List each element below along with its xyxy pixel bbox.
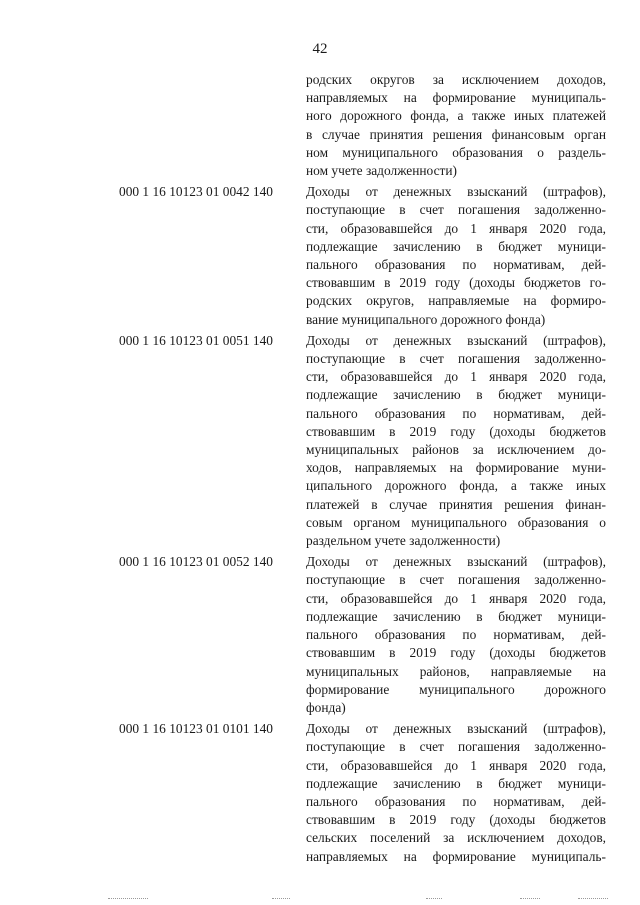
- text-line: поступающие в счет погашения задолженно-: [306, 202, 606, 218]
- text-line: муниципальных районов, направляемые на: [306, 663, 606, 679]
- text-line: подлежащие зачислению в бюджет муници-: [306, 608, 606, 624]
- row-description: [306, 553, 606, 717]
- text-line: родских округов, направляемые на формиро-: [306, 293, 606, 309]
- text-line: ного дорожного фонда, а также иных платежей: [306, 108, 606, 124]
- text-line: Доходы от денежных взысканий (штрафов),: [306, 332, 606, 348]
- text-line: поступающие в счет погашения задолженно-: [306, 572, 606, 588]
- text-line: Доходы от денежных взысканий (штрафов),: [306, 554, 606, 570]
- text-line: фонда): [306, 699, 346, 715]
- text-line: формирование муниципального дорожного: [306, 681, 606, 697]
- table-row: [0, 720, 640, 866]
- text-line: пального образования по нормативам, дей-: [306, 627, 606, 643]
- table-row: [0, 332, 640, 550]
- budget-code: 000 1 16 10123 01 0051 140: [119, 332, 273, 348]
- text-line: вание муниципального дорожного фонда): [306, 311, 546, 327]
- row-description: [306, 183, 606, 329]
- text-line: сти, образовавшейся до 1 января 2020 года,: [306, 757, 606, 773]
- text-line: направляемых на формирование муниципаль-: [306, 848, 606, 864]
- text-line: пального образования по нормативам, дей-: [306, 257, 606, 273]
- text-line: подлежащие зачислению в бюджет муници-: [306, 238, 606, 254]
- text-line: подлежащие зачислению в бюджет муници-: [306, 775, 606, 791]
- text-line: ствовавшим в 2019 году (доходы бюджетов: [306, 645, 606, 661]
- text-line: ходов, направляемых на формирование муни-: [306, 460, 606, 476]
- text-line: раздельном учете задолженности): [306, 533, 501, 549]
- text-line: ципального дорожного фонда, а также иных: [306, 478, 606, 494]
- text-line: сти, образовавшейся до 1 января 2020 года,: [306, 590, 606, 606]
- text-line: пального образования по нормативам, дей-: [306, 405, 606, 421]
- text-line: сти, образовавшейся до 1 января 2020 года,: [306, 220, 606, 236]
- continuation-block: [0, 71, 640, 180]
- text-line: пального образования по нормативам, дей-: [306, 793, 606, 809]
- scan-footer-marks: [0, 895, 640, 899]
- row-description: [306, 720, 606, 866]
- text-line: ном муниципального образования о раздель-: [306, 144, 606, 160]
- budget-code: 000 1 16 10123 01 0042 140: [119, 184, 273, 200]
- page-number: 42: [312, 41, 328, 57]
- text-line: поступающие в счет погашения задолженно-: [306, 351, 606, 367]
- text-line: поступающие в счет погашения задолженно-: [306, 739, 606, 755]
- text-line: ствовавшим в 2019 году (доходы бюджетов: [306, 423, 606, 439]
- text-line: Доходы от денежных взысканий (штрафов),: [306, 184, 606, 200]
- text-line: сельских поселений за исключением доходов,: [306, 830, 606, 846]
- table-row: [0, 553, 640, 717]
- text-line: ном учете задолженности): [306, 163, 457, 179]
- continuation-text: [306, 71, 606, 180]
- row-description: [306, 332, 606, 550]
- text-line: муниципальных районов за исключением до-: [306, 442, 606, 458]
- text-line: в случае принятия решения финансовым орган: [306, 126, 606, 142]
- document-body: [0, 71, 640, 869]
- text-line: родских округов за исключением доходов,: [306, 72, 606, 87]
- budget-code: 000 1 16 10123 01 0052 140: [119, 554, 273, 570]
- text-line: ствовавшим в 2019 году (доходы бюджетов го-: [306, 275, 606, 291]
- budget-code: 000 1 16 10123 01 0101 140: [119, 721, 273, 737]
- text-line: платежей в случае принятия решения финан-: [306, 496, 606, 512]
- text-line: направляемых на формирование муниципаль-: [306, 90, 606, 106]
- text-line: ствовавшим в 2019 году (доходы бюджетов: [306, 812, 606, 828]
- text-line: сти, образовавшейся до 1 января 2020 года,: [306, 369, 606, 385]
- text-line: Доходы от денежных взысканий (штрафов),: [306, 721, 606, 737]
- text-line: совым органом муниципального образования о: [306, 514, 606, 530]
- text-line: подлежащие зачислению в бюджет муници-: [306, 387, 606, 403]
- table-row: [0, 183, 640, 329]
